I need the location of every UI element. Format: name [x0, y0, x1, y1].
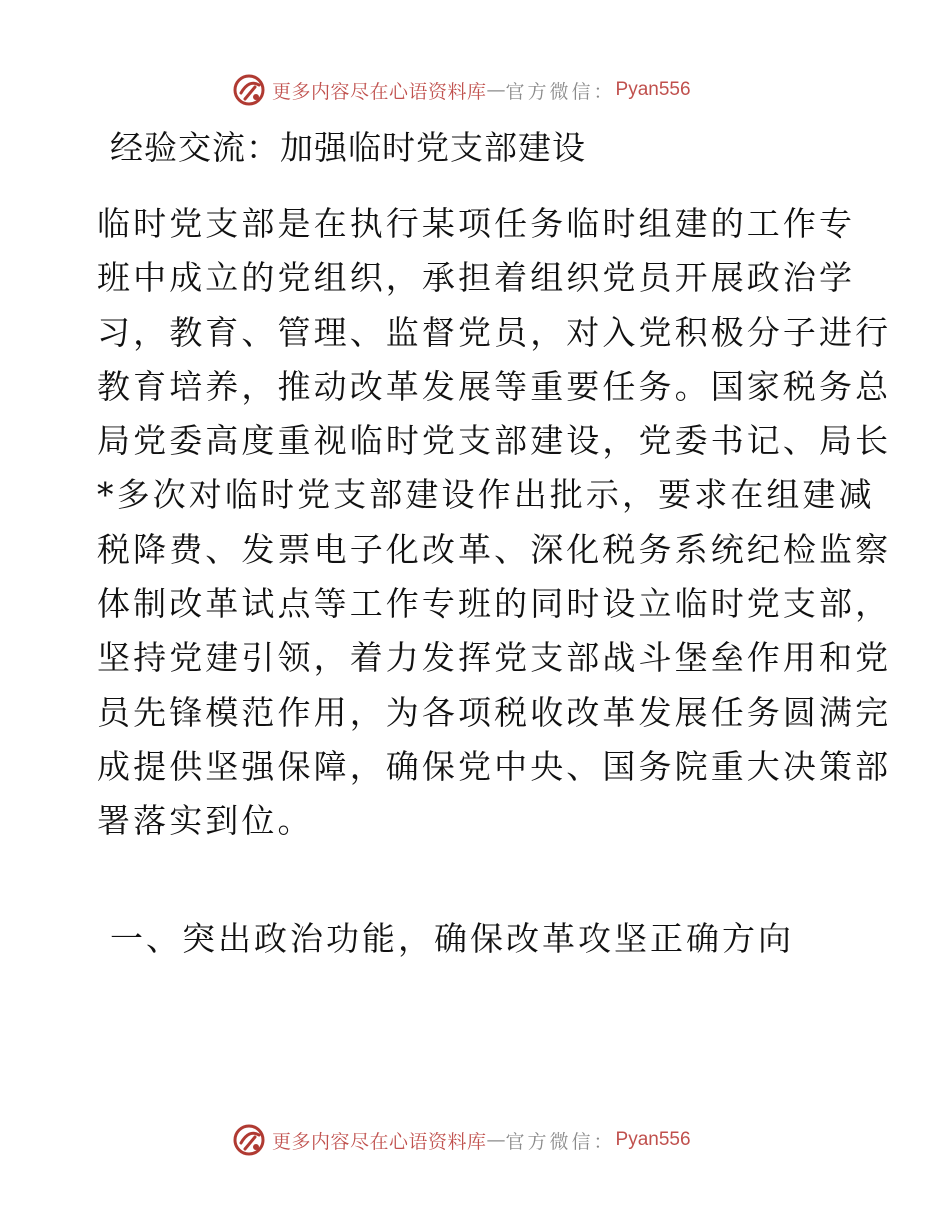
body-paragraph	[97, 197, 892, 849]
watermark-text: 更多内容尽在心语资料库	[272, 1130, 487, 1153]
paragraph-line: 临时党支部是在执行某项任务临时组建的工作专	[97, 204, 856, 243]
paragraph-line: 局党委高度重视临时党支部建设，党委书记、局长	[97, 421, 892, 461]
paragraph-line: 体制改革试点等工作专班的同时设立临时党支部，	[97, 584, 892, 624]
watermark-wechat-id: Pyan556	[615, 79, 691, 100]
paragraph-line: 成提供坚强保障，确保党中央、国务院重大决策部	[97, 746, 892, 786]
header-watermark	[232, 72, 691, 108]
watermark-separator: —	[486, 79, 506, 101]
section-heading: 一、突出政治功能，确保改革攻坚正确方向	[110, 919, 794, 958]
watermark-separator: —	[486, 1129, 506, 1151]
paragraph-line: 税降费、发票电子化改革、深化税务系统纪检监察	[97, 529, 892, 569]
paragraph-line: 员先锋模范作用，为各项税收改革发展任务圆满完	[97, 692, 892, 732]
watermark-official-label: 官方微信：	[505, 1130, 616, 1153]
watermark-text: 更多内容尽在心语资料库	[272, 80, 487, 103]
paragraph-line: 坚持党建引领，着力发挥党支部战斗堡垒作用和党	[97, 638, 892, 678]
watermark-official-label: 官方微信：	[505, 80, 616, 103]
document-title: 经验交流：加强临时党支部建设	[110, 128, 586, 167]
brand-logo-icon	[232, 73, 266, 107]
watermark-wechat-id: Pyan556	[615, 1129, 691, 1150]
footer-watermark	[232, 1122, 691, 1158]
paragraph-line: 教育培养，推动改革发展等重要任务。国家税务总	[97, 366, 892, 406]
paragraph-line: 班中成立的党组织，承担着组织党员开展政治学	[97, 258, 856, 298]
paragraph-line: 署落实到位。	[97, 801, 314, 841]
paragraph-line: 习，教育、管理、监督党员，对入党积极分子进行	[97, 312, 892, 352]
paragraph-line: *多次对临时党支部建设作出批示，要求在组建减	[97, 475, 875, 515]
brand-logo-icon	[232, 1123, 266, 1157]
